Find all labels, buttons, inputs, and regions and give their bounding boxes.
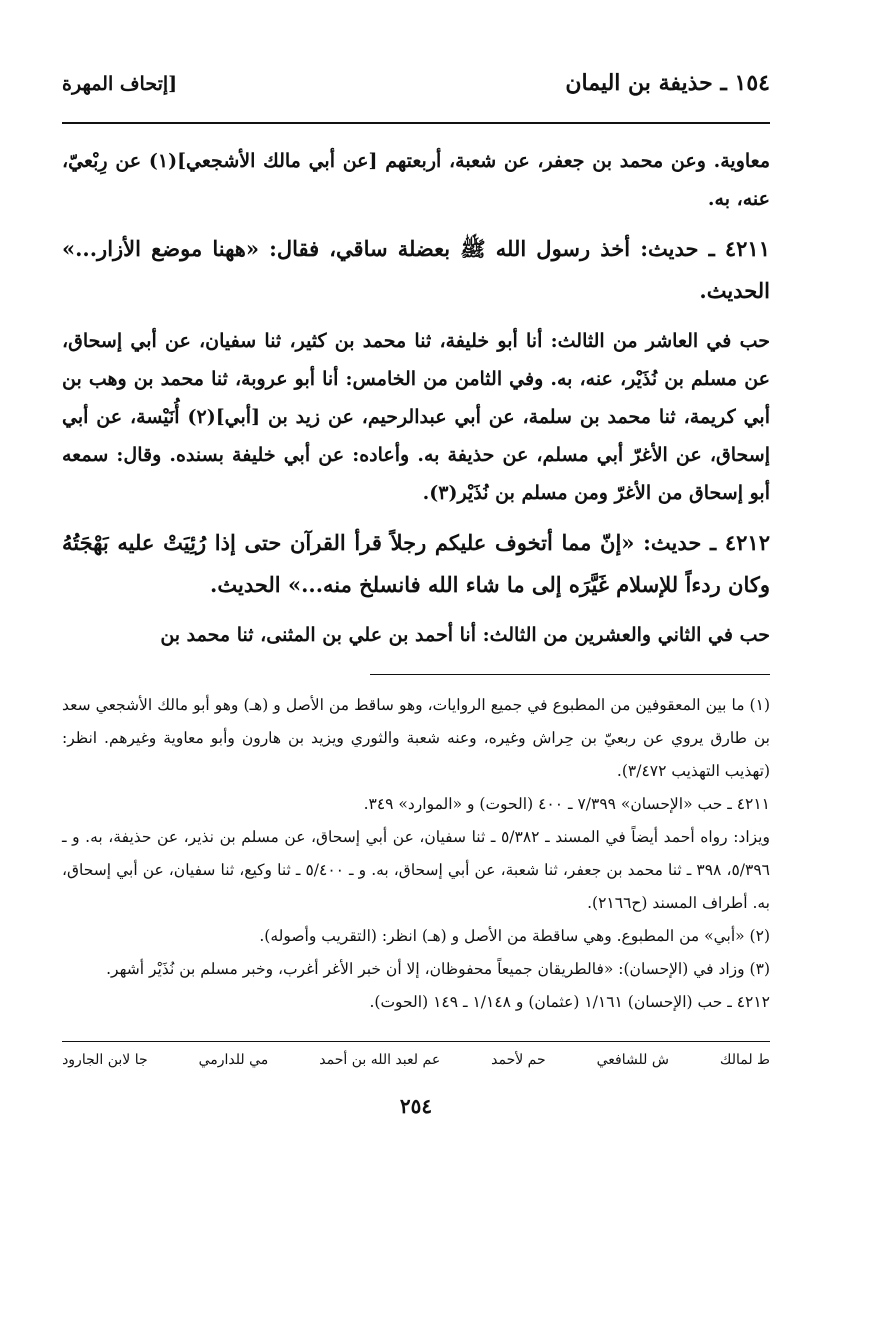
- page-header: [62, 70, 770, 114]
- chapter-title: ١٥٤ ـ حذيفة بن اليمان: [565, 70, 770, 96]
- footnote: ٤٢١١ ـ حب «الإحسان» ٧/٣٩٩ ـ ٤٠٠ (الحوت) و «الموارد» ٣٤٩.: [363, 795, 770, 813]
- abbreviation: عم لعبد الله بن أحمد: [319, 1052, 441, 1068]
- footnote: (٣) وزاد في (الإحسان): «فالطريقان جميعاً محفوظان، إلا أن خبر الأغر أغرب، وخبر مسلم بن نُذَيْر أشهر.: [106, 960, 770, 978]
- header-divider: [62, 122, 770, 124]
- abbreviation: ط لمالك: [719, 1052, 770, 1068]
- footnote: ٤٢١٢ ـ حب (الإحسان) ١/١٦١ (عثمان) و ١/١٤٨ ـ ١٤٩ (الحوت).: [369, 993, 770, 1011]
- footnote-divider: [370, 674, 770, 675]
- text-paragraph: حب في الثاني والعشرين من الثالث: أنا أحمد بن علي بن المثنى، ثنا محمد بن: [160, 624, 770, 646]
- main-text: [62, 142, 770, 654]
- page-number: ٢٥٤: [399, 1094, 433, 1118]
- text-paragraph: حب في العاشر من الثالث: أنا أبو خليفة، ثنا محمد بن كثير، ثنا سفيان، عن أبي إسحاق، عن مسلم بن نُذَيْر، عنه، به. وفي الثامن من الخامس: أنا أبو عروبة، ثنا محمد بن وهب بن أبي كريمة، ثنا محمد بن سلمة، عن أبي عبدالرحيم، عن زيد بن [أبي](٢) أُنَيْسة، عن أبي إسحاق، عن الأغرّ أبي مسلم، عن حذيفة به. وأعاده: عن أبي خليفة بسنده. وقال: سمعه أبو إسحاق من الأغرّ ومن مسلم بن نُذَيْر(٣).: [62, 330, 770, 504]
- abbreviation: ش للشافعي: [596, 1052, 669, 1068]
- abbreviations-divider: [62, 1041, 770, 1042]
- abbreviations-legend: [62, 1052, 770, 1068]
- footnotes: [62, 689, 770, 1019]
- book-title: [إتحاف المهرة: [62, 73, 178, 95]
- abbreviation: مي للدارمي: [198, 1052, 269, 1068]
- footnote: ويزاد: رواه أحمد أيضاً في المسند ـ ٥/٣٨٢ ـ ثنا سفيان، عن أبي إسحاق، عن مسلم بن نذير، عن حذيفة، به. و ـ ٥/٣٩٦، ٣٩٨ ـ ثنا محمد بن جعفر، ثنا شعبة، عن أبي إسحاق، به. و ـ ٥/٤٠٠ ـ ثنا وكيع، ثنا سفيان، عن أبي إسحاق، به. أطراف المسند (ح٢١٦٦).: [62, 828, 770, 912]
- hadith-4211: ٤٢١١ ـ حديث: أخذ رسول الله ﷺ بعضلة ساقي، فقال: «ههنا موضع الأزار...» الحديث.: [62, 236, 770, 303]
- text-paragraph: معاوية. وعن محمد بن جعفر، عن شعبة، أربعتهم [عن أبي مالك الأشجعي](١) عن رِبْعيّ، عنه، به.: [62, 150, 770, 210]
- abbreviation: جا لابن الجارود: [62, 1052, 148, 1068]
- footnote: (٢) «أبي» من المطبوع. وهي ساقطة من الأصل و (هـ) انظر: (التقريب وأصوله).: [259, 927, 770, 945]
- footnote: (١) ما بين المعقوفين من المطبوع في جميع الروايات، وهو ساقط من الأصل و (هـ) وهو أبو مالك الأشجعي سعد بن طارق يروي عن ربعيّ بن حِراش وغيره، وعنه شعبة والثوري ويزيد بن هارون وأبو معاوية وغيرهم. انظر: (تهذيب التهذيب ٣/٤٧٢).: [62, 696, 770, 780]
- page: [62, 70, 770, 1118]
- abbreviation: حم لأحمد: [491, 1052, 546, 1068]
- hadith-4212: ٤٢١٢ ـ حديث: «إنّ مما أتخوف عليكم رجلاً قرأ القرآن حتى إذا رُئِيَتْ عليه بَهْجَتُهُ وكان ردءاً للإسلام غَيَّرَه إلى ما شاء الله فانسلخ منه...» الحديث.: [62, 530, 770, 597]
